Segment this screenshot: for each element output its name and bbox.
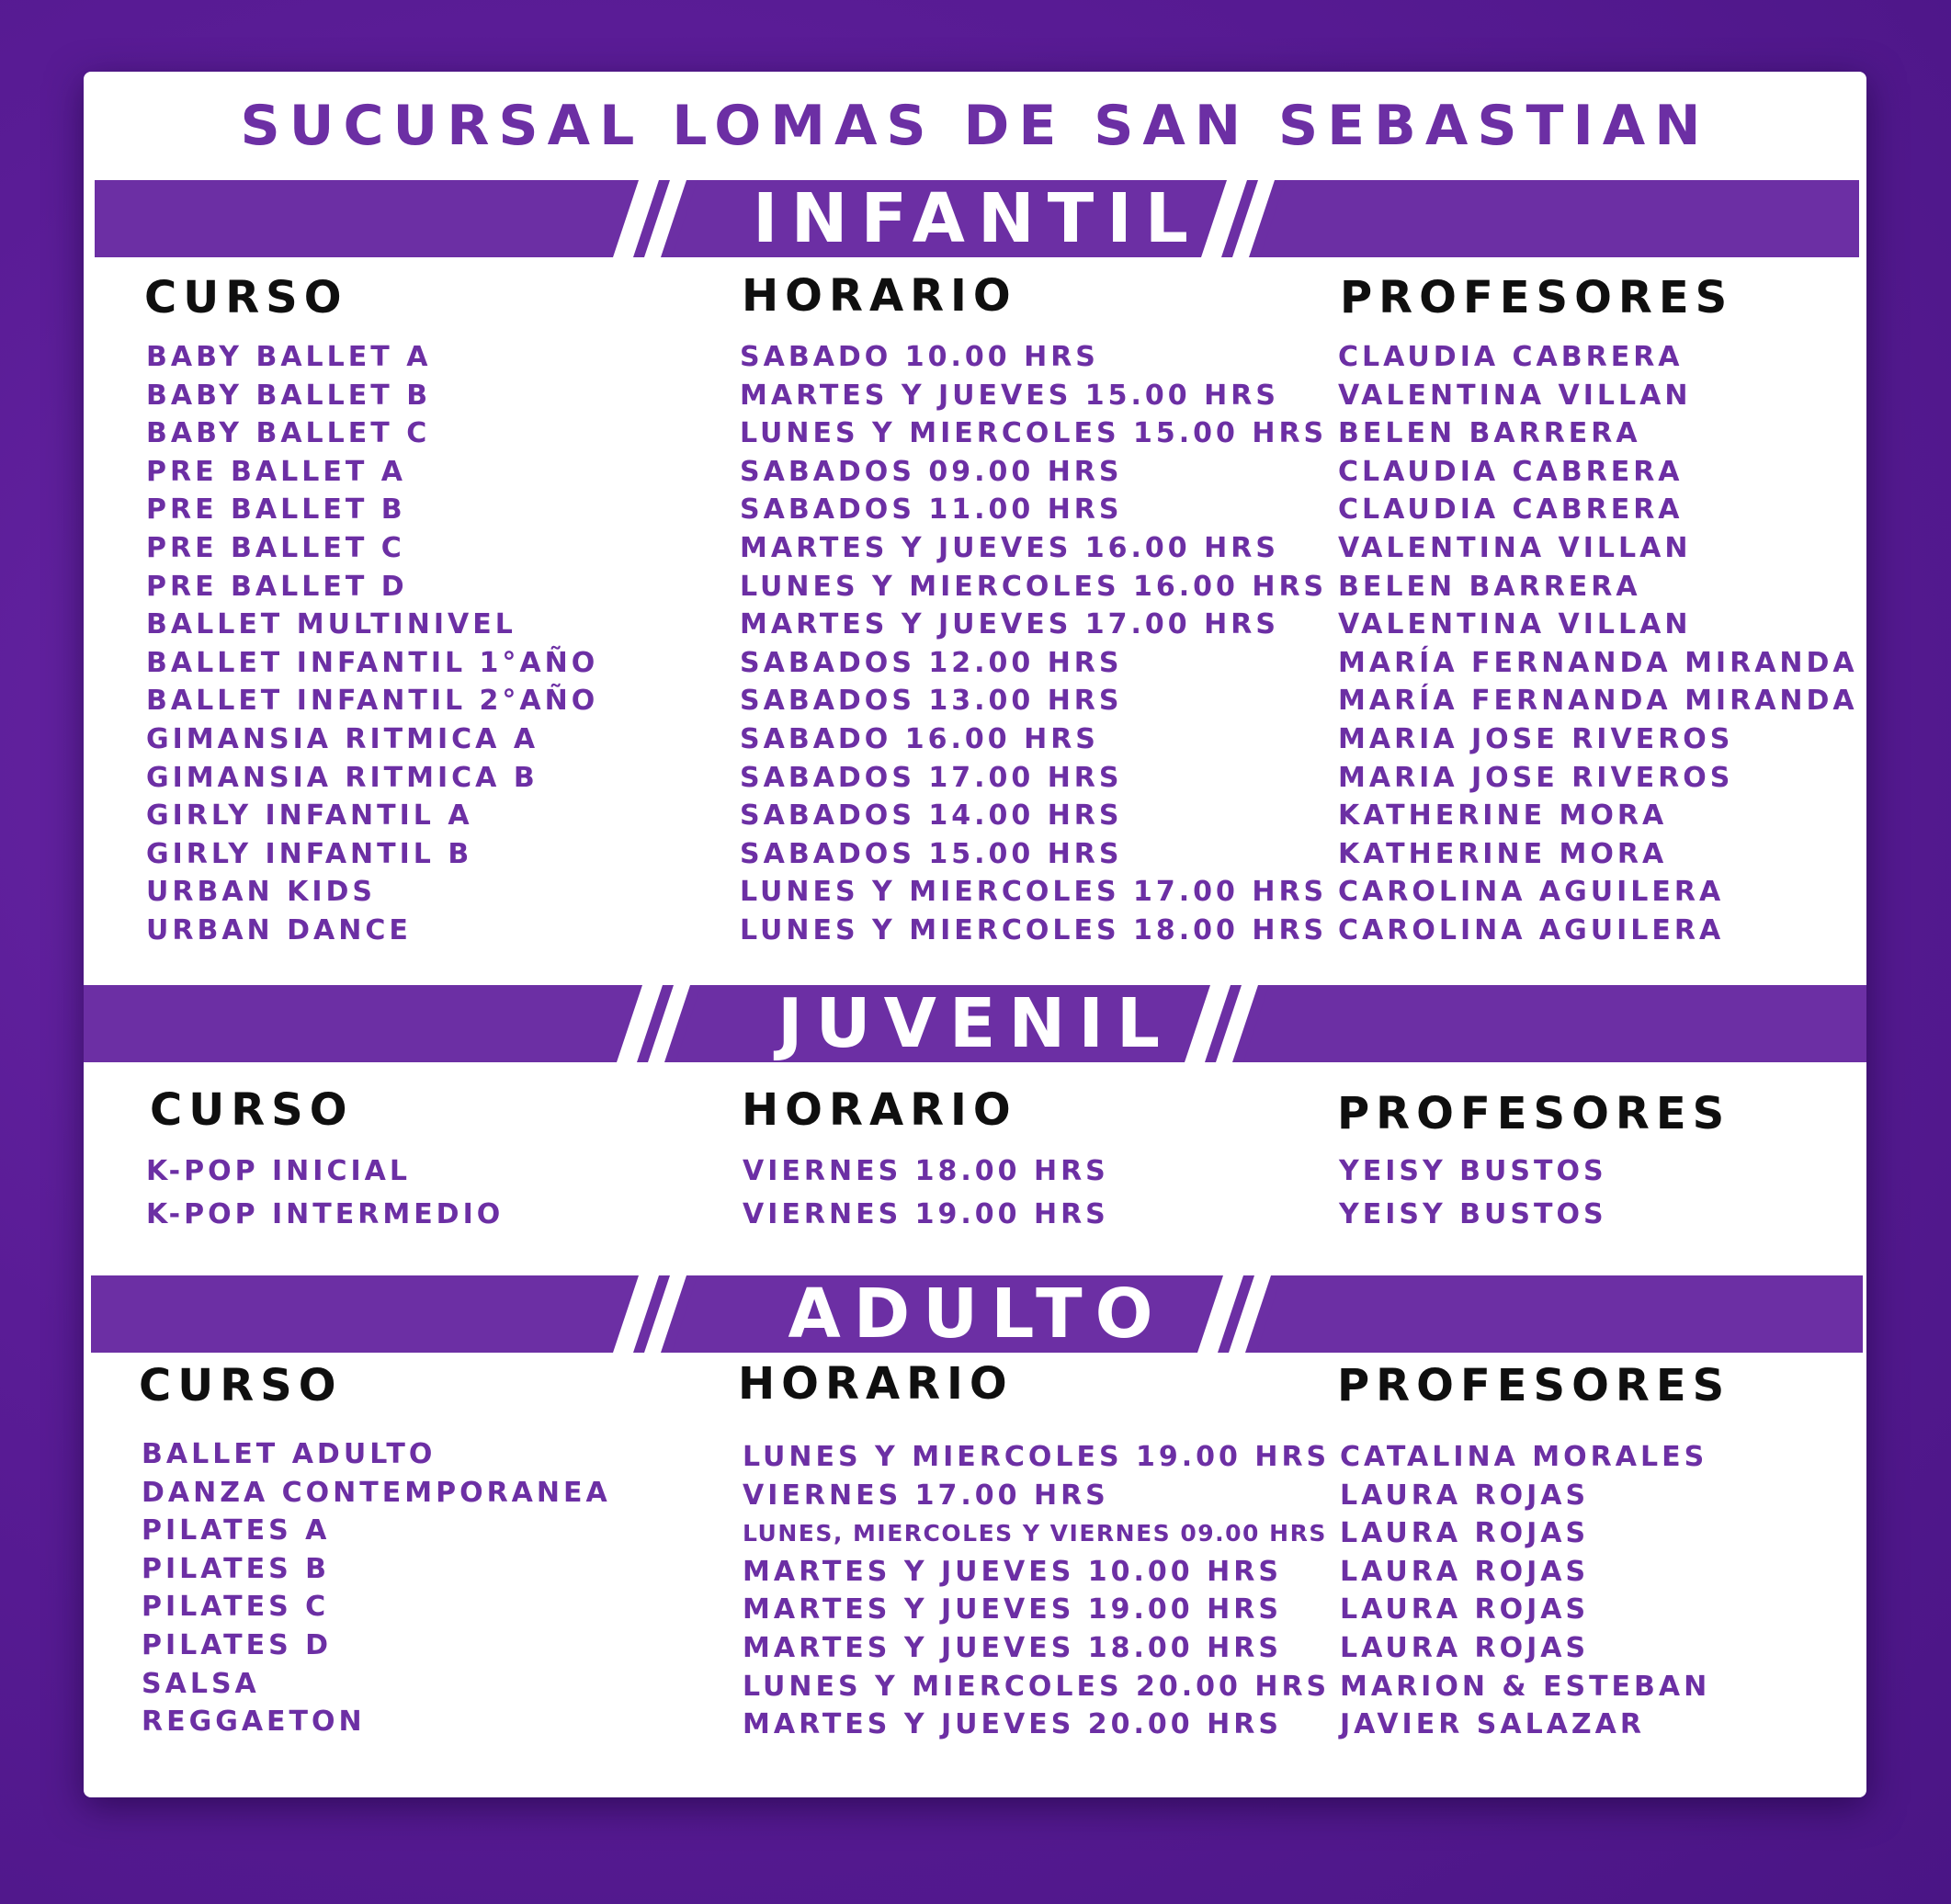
page-title: SUCURSAL LOMAS DE SAN SEBASTIAN [240, 94, 1710, 158]
list-item: SABADOS 15.00 HRS [740, 837, 1123, 870]
list-item: LUNES Y MIERCOLES 17.00 HRS [740, 876, 1328, 909]
col-head-profesores: PROFESORES [1340, 272, 1734, 323]
section-band-adulto [91, 1275, 1863, 1353]
list-item: CATALINA MORALES [1340, 1441, 1708, 1473]
list-item: BABY BALLET B [146, 379, 432, 412]
list-item: KATHERINE MORA [1338, 799, 1668, 833]
col-head-profesores: PROFESORES [1337, 1360, 1731, 1411]
list-item: JAVIER SALAZAR [1340, 1708, 1645, 1741]
list-item: BALLET MULTINIVEL [146, 608, 516, 641]
infantil-cursos-list [146, 338, 598, 950]
list-item: GIMANSIA RITMICA A [146, 722, 539, 755]
list-item: MARIA JOSE RIVEROS [1338, 761, 1734, 794]
list-item: GIMANSIA RITMICA B [146, 761, 539, 794]
list-item: CLAUDIA CABRERA [1338, 455, 1684, 488]
list-item: LUNES Y MIERCOLES 15.00 HRS [740, 417, 1328, 450]
list-item: PRE BALLET A [146, 455, 406, 488]
list-item: SABADOS 17.00 HRS [740, 761, 1123, 794]
list-item: MARTES Y JUEVES 20.00 HRS [743, 1708, 1282, 1741]
list-item: MARTES Y JUEVES 19.00 HRS [743, 1593, 1282, 1626]
list-item: DANZA CONTEMPORANEA [142, 1476, 611, 1509]
section-title-adulto: ADULTO [788, 1275, 1166, 1353]
list-item: LUNES, MIERCOLES Y VIERNES 09.00 HRS [743, 1520, 1327, 1547]
list-item: LUNES Y MIERCOLES 20.00 HRS [743, 1670, 1331, 1703]
list-item: BABY BALLET A [146, 341, 432, 373]
list-item: VALENTINA VILLAN [1338, 608, 1692, 641]
list-item: PRE BALLET D [146, 570, 408, 603]
col-head-horario: HORARIO [738, 1358, 1014, 1410]
list-item: SABADOS 11.00 HRS [740, 493, 1123, 527]
adulto-cursos-list [142, 1435, 611, 1741]
list-item: MARION & ESTEBAN [1340, 1670, 1711, 1703]
infantil-profesores-list [1338, 338, 1858, 950]
list-item: MARTES Y JUEVES 16.00 HRS [740, 531, 1279, 564]
list-item: LAURA ROJAS [1340, 1631, 1590, 1664]
section-band-juvenil [84, 985, 1866, 1062]
list-item: BELEN BARRERA [1338, 417, 1641, 450]
list-item: MARIA JOSE RIVEROS [1338, 722, 1734, 755]
list-item: SABADO 10.00 HRS [740, 341, 1099, 373]
schedule-card [84, 72, 1866, 1797]
list-item: MARTES Y JUEVES 15.00 HRS [740, 379, 1279, 412]
list-item: URBAN KIDS [146, 876, 377, 909]
col-head-profesores: PROFESORES [1337, 1088, 1731, 1139]
list-item: MARTES Y JUEVES 18.00 HRS [743, 1631, 1282, 1664]
list-item: PRE BALLET B [146, 493, 406, 527]
list-item: YEISY BUSTOS [1339, 1155, 1607, 1187]
list-item: PILATES C [142, 1591, 330, 1624]
list-item: SALSA [142, 1667, 260, 1700]
col-head-horario: HORARIO [742, 270, 1017, 322]
list-item: K-POP INICIAL [146, 1155, 411, 1187]
list-item: LAURA ROJAS [1340, 1479, 1590, 1512]
list-item: LUNES Y MIERCOLES 18.00 HRS [740, 913, 1328, 946]
juvenil-cursos-list [146, 1150, 504, 1236]
list-item: SABADOS 14.00 HRS [740, 799, 1123, 833]
juvenil-profesores-list [1339, 1150, 1607, 1236]
list-item: CLAUDIA CABRERA [1338, 341, 1684, 373]
list-item: MARÍA FERNANDA MIRANDA [1338, 646, 1858, 679]
list-item: PRE BALLET C [146, 531, 405, 564]
adulto-horarios-list [743, 1438, 1330, 1744]
col-head-curso: CURSO [150, 1084, 354, 1136]
list-item: SABADOS 12.00 HRS [740, 646, 1123, 679]
list-item: SABADOS 09.00 HRS [740, 455, 1123, 488]
list-item: KATHERINE MORA [1338, 837, 1668, 870]
list-item: CLAUDIA CABRERA [1338, 493, 1684, 527]
section-band-infantil [95, 180, 1859, 257]
list-item: VALENTINA VILLAN [1338, 531, 1692, 564]
list-item: LAURA ROJAS [1340, 1555, 1590, 1588]
list-item: K-POP INTERMEDIO [146, 1198, 505, 1230]
list-item: URBAN DANCE [146, 913, 412, 946]
infantil-horarios-list [740, 338, 1327, 950]
list-item: BALLET INFANTIL 1°AÑO [146, 646, 599, 679]
list-item: BABY BALLET C [146, 417, 431, 450]
list-item: MARTES Y JUEVES 17.00 HRS [740, 608, 1279, 641]
list-item: BELEN BARRERA [1338, 570, 1641, 603]
section-title-infantil: INFANTIL [753, 180, 1201, 257]
juvenil-horarios-list [743, 1150, 1109, 1236]
list-item: MARÍA FERNANDA MIRANDA [1338, 685, 1858, 718]
list-item: PILATES B [142, 1552, 331, 1585]
list-item: GIRLY INFANTIL B [146, 837, 473, 870]
list-item: YEISY BUSTOS [1339, 1198, 1607, 1230]
col-head-horario: HORARIO [742, 1084, 1017, 1136]
list-item: VIERNES 18.00 HRS [743, 1155, 1109, 1187]
list-item: PILATES A [142, 1514, 331, 1547]
list-item: CAROLINA AGUILERA [1338, 876, 1725, 909]
list-item: VALENTINA VILLAN [1338, 379, 1692, 412]
list-item: SABADO 16.00 HRS [740, 722, 1099, 755]
list-item: MARTES Y JUEVES 10.00 HRS [743, 1555, 1282, 1588]
list-item: PILATES D [142, 1628, 333, 1661]
list-item: LUNES Y MIERCOLES 16.00 HRS [740, 570, 1328, 603]
list-item: LAURA ROJAS [1340, 1593, 1590, 1626]
list-item: SABADOS 13.00 HRS [740, 685, 1123, 718]
list-item: REGGAETON [142, 1706, 366, 1739]
adulto-profesores-list [1340, 1438, 1710, 1744]
col-head-curso: CURSO [144, 272, 348, 323]
list-item: BALLET ADULTO [142, 1438, 437, 1470]
list-item: GIRLY INFANTIL A [146, 799, 473, 833]
list-item: CAROLINA AGUILERA [1338, 913, 1725, 946]
list-item: BALLET INFANTIL 2°AÑO [146, 685, 599, 718]
col-head-curso: CURSO [139, 1360, 343, 1411]
list-item: LUNES Y MIERCOLES 19.00 HRS [743, 1441, 1331, 1473]
list-item: VIERNES 17.00 HRS [743, 1479, 1109, 1512]
list-item: LAURA ROJAS [1340, 1517, 1590, 1550]
section-title-juvenil: JUVENIL [777, 985, 1174, 1062]
list-item: VIERNES 19.00 HRS [743, 1198, 1109, 1230]
